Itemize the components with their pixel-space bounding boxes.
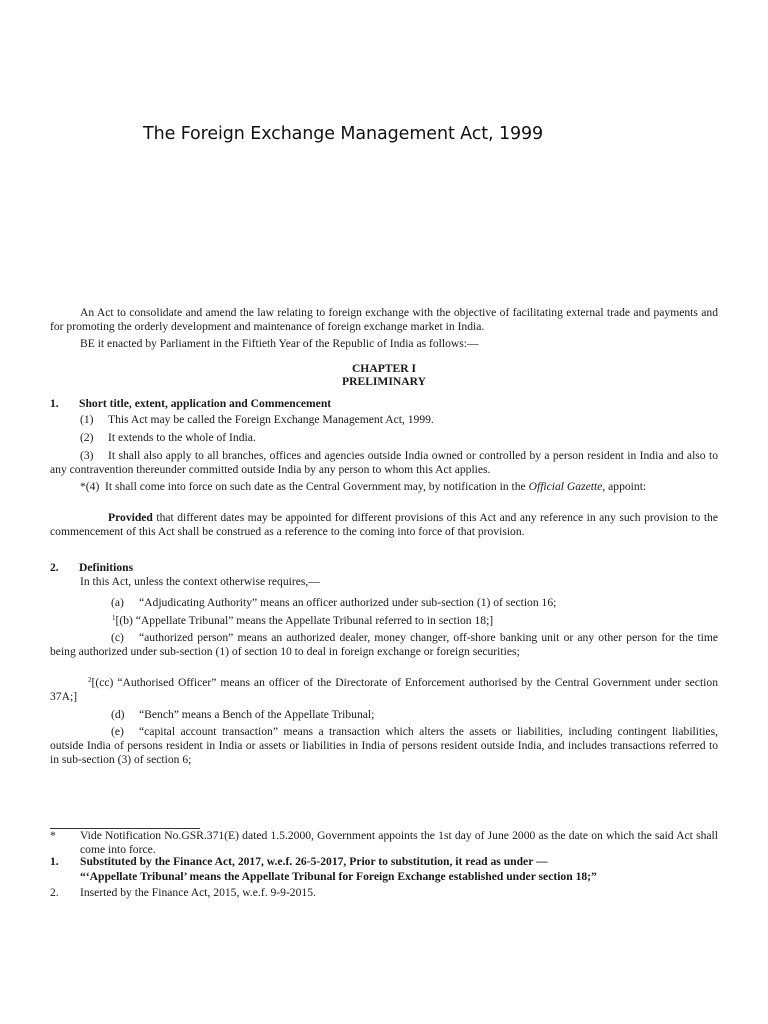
footnote-text: Substituted by the Finance Act, 2017, w.e.f. 26-5-2017, Prior to substitution, it read as under — <box>80 855 548 868</box>
subsection-label: (2) <box>80 431 94 444</box>
subsection-1-1 <box>80 413 434 427</box>
clause-text: “authorized person” means an authorized dealer, money changer, off-shore banking unit or any other person for the time being authorized under sub-section (1) of section 10 to deal in foreign exchange or foreign securities; <box>50 631 718 658</box>
definition-d <box>111 708 374 722</box>
chapter-number: CHAPTER I <box>351 362 417 375</box>
footnote-ref-2: 2 <box>88 676 92 684</box>
clause-label: (c) <box>111 631 124 644</box>
section-1-title: Short title, extent, application and Commencement <box>79 397 332 410</box>
footnote-mark: 2. <box>50 886 59 899</box>
subsection-text: It shall also apply to all branches, offices and agencies outside India owned or controlled by a person resident in India and also to any contravention thereunder committed outside India by any person to whom this Act applies. <box>50 449 718 476</box>
subsection-1-4 <box>50 480 718 494</box>
proviso-text: that different dates may be appointed for different provisions of this Act and any reference in any such provision to the commencement of this Act shall be construed as a reference to the coming into force of that provision. <box>50 511 718 538</box>
footnote-mark: * <box>50 829 56 842</box>
section-1-heading <box>50 397 331 411</box>
subsection-label: (1) <box>80 413 94 426</box>
clause-text: [(cc) “Authorised Officer” means an officer of the Directorate of Enforcement authorised by the Central Government under section 37A;] <box>50 676 718 703</box>
clause-text: [(b) “Appellate Tribunal” means the Appellate Tribunal referred to in section 18;] <box>115 614 494 627</box>
clause-label: (a) <box>111 596 124 609</box>
subsection-text-end: , appoint: <box>602 480 647 493</box>
footnote-text: Vide Notification No.GSR.371(E) dated 1.5.2000, Government appoints the 1st day of June 2000 as the date on which the said Act shall come into force. <box>80 829 718 856</box>
proviso-keyword: Provided <box>108 511 153 524</box>
official-gazette-text: Official Gazette <box>528 480 603 493</box>
chapter-name: PRELIMINARY <box>342 375 426 388</box>
clause-text: “capital account transaction” means a transaction which alters the assets or liabilities, including contingent liabilities, outside India of persons resident in India or assets or liabilities in India of persons resident outside India, and includes transactions referred to in sub-section (3) of section 6; <box>50 725 718 766</box>
footnote-2 <box>50 886 316 900</box>
proviso-paragraph <box>50 511 718 539</box>
subsection-1-3 <box>50 449 718 477</box>
clause-text: “Bench” means a Bench of the Appellate Tribunal; <box>139 708 375 721</box>
footnote-mark: 1. <box>50 855 59 868</box>
clause-label: (e) <box>111 725 124 738</box>
section-2-number: 2. <box>50 561 59 574</box>
subsection-text: It shall come into force on such date as the Central Government may, by notification in the <box>105 480 526 493</box>
subsection-1-2 <box>80 431 256 445</box>
section-1-number: 1. <box>50 397 59 410</box>
long-title-paragraph: An Act to consolidate and amend the law relating to foreign exchange with the objective of facilitating external trade and payments and for promoting the orderly development and maintenance of foreign exchange market in India. <box>50 306 718 333</box>
definitions-intro: In this Act, unless the context otherwise requires,— <box>80 575 320 588</box>
definition-c <box>50 631 718 659</box>
subsection-text: It extends to the whole of India. <box>108 431 256 444</box>
definition-e <box>50 725 718 767</box>
footnote-text: Inserted by the Finance Act, 2015, w.e.f. 9-9-2015. <box>80 886 316 899</box>
footnote-asterisk <box>50 829 718 857</box>
subsection-label: (3) <box>80 449 94 462</box>
document-title: The Foreign Exchange Management Act, 1999 <box>143 124 544 144</box>
definition-cc <box>50 676 718 704</box>
definition-b <box>112 614 493 628</box>
subsection-text: This Act may be called the Foreign Exchange Management Act, 1999. <box>108 413 434 426</box>
enactment-clause: BE it enacted by Parliament in the Fiftieth Year of the Republic of India as follows:— <box>80 337 479 350</box>
definition-a <box>111 596 556 610</box>
clause-label: (d) <box>111 708 125 721</box>
section-2-title: Definitions <box>79 561 134 574</box>
footnote-1 <box>50 855 548 869</box>
subsection-label: *(4) <box>80 480 100 493</box>
section-2-heading <box>50 561 133 575</box>
footnote-1-quote: “‘Appellate Tribunal’ means the Appellate Tribunal for Foreign Exchange established under section 18;” <box>80 870 597 883</box>
footnote-ref-1: 1 <box>112 614 116 622</box>
clause-text: “Adjudicating Authority” means an officer authorized under sub-section (1) of section 16; <box>139 596 557 609</box>
